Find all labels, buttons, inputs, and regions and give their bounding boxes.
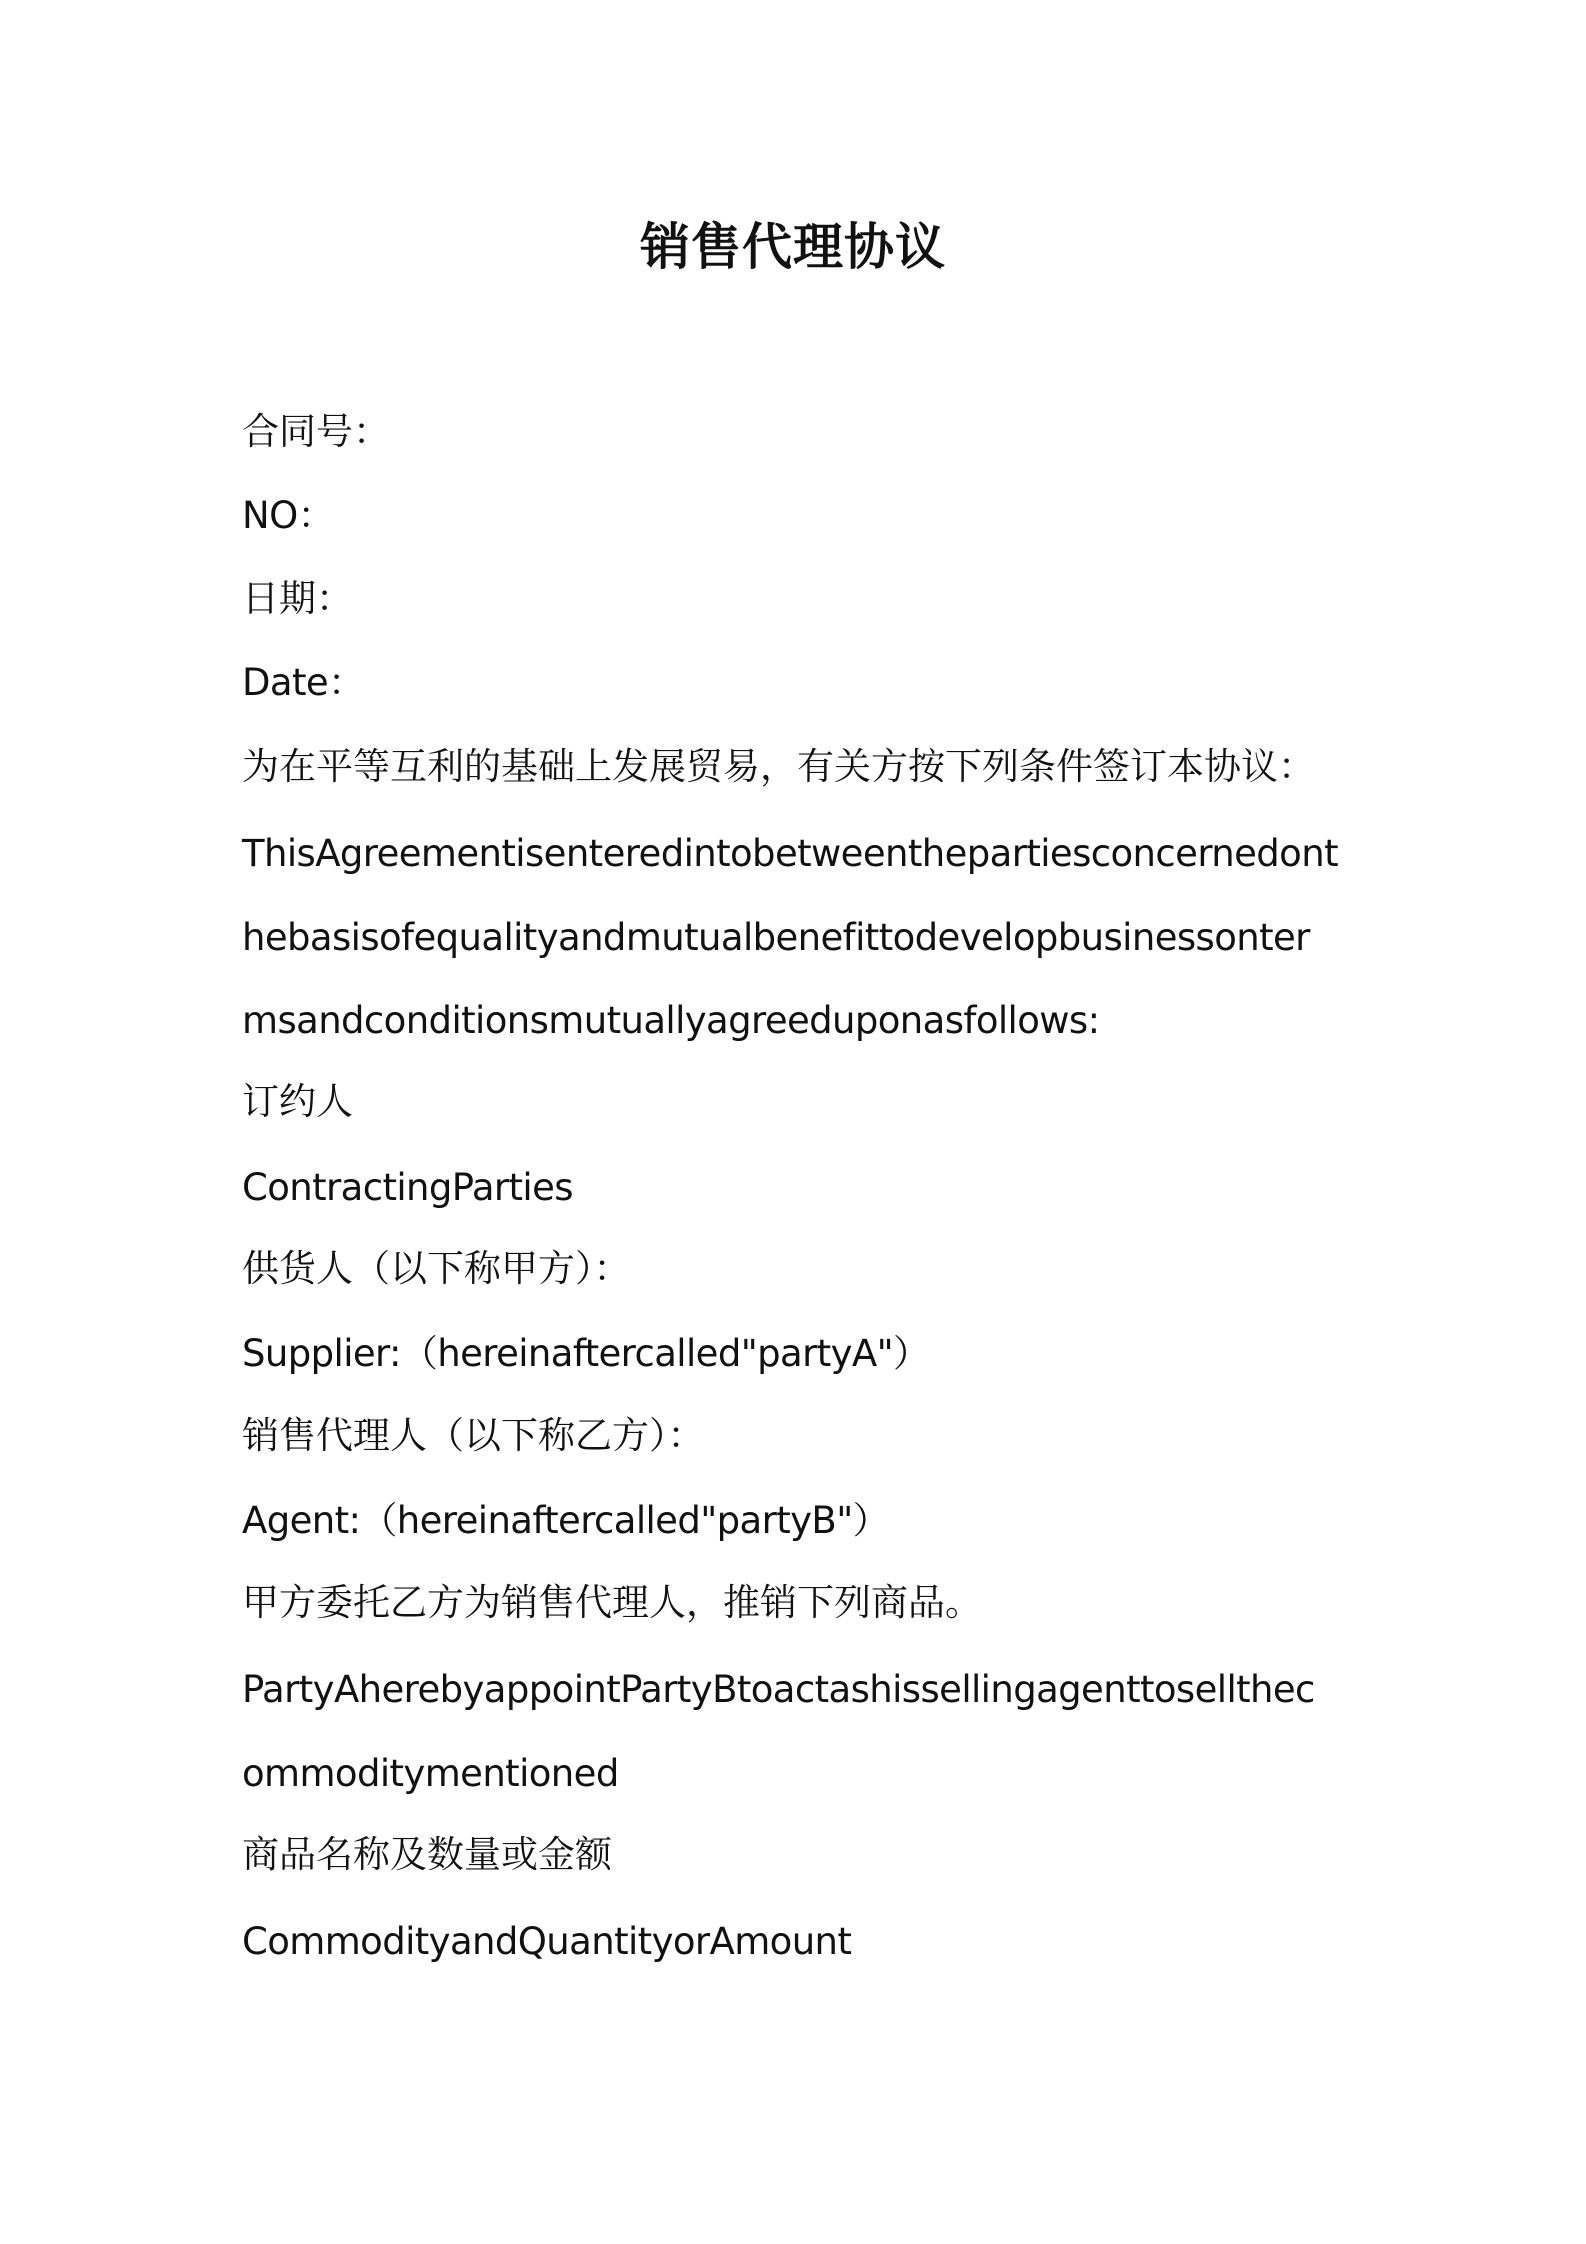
appointment-clause-en-line-1: PartyAherebyappointPartyBtoactashissellingagenttosellthec	[242, 1668, 1315, 1711]
supplier-label: 供货人（以下称甲方）：	[242, 1247, 631, 1290]
agent-label-en: Agent:（hereinaftercalled"partyB"）	[242, 1499, 890, 1542]
appointment-clause-en-line-2: ommoditymentioned	[242, 1752, 619, 1795]
agent-label: 销售代理人（以下称乙方）：	[242, 1414, 705, 1457]
contract-number-label: 合同号：	[242, 410, 390, 453]
contracting-parties-heading: 订约人	[242, 1080, 353, 1123]
commodity-heading: 商品名称及数量或金额	[242, 1833, 612, 1876]
contract-number-label-en: NO：	[242, 494, 335, 537]
preamble-text-en-line-1: ThisAgreementisenteredintobetweenthepartiesconcernedont	[242, 832, 1338, 875]
date-label-en: Date：	[242, 661, 365, 704]
preamble-text-en-line-3: msandconditionsmutuallyagreeduponasfollows:	[242, 999, 1100, 1042]
commodity-heading-en: CommodityandQuantityorAmount	[242, 1920, 852, 1963]
date-label: 日期：	[242, 577, 353, 620]
appointment-clause: 甲方委托乙方为销售代理人，推销下列商品。	[242, 1581, 982, 1624]
document-title: 销售代理协议	[640, 218, 946, 276]
preamble-text-en-line-2: hebasisofequalityandmutualbenefittodevelopbusinessonter	[242, 916, 1310, 959]
supplier-label-en: Supplier:（hereinaftercalled"partyA"）	[242, 1332, 930, 1375]
preamble-text: 为在平等互利的基础上发展贸易，有关方按下列条件签订本协议：	[242, 745, 1315, 788]
contracting-parties-heading-en: ContractingParties	[242, 1166, 573, 1209]
